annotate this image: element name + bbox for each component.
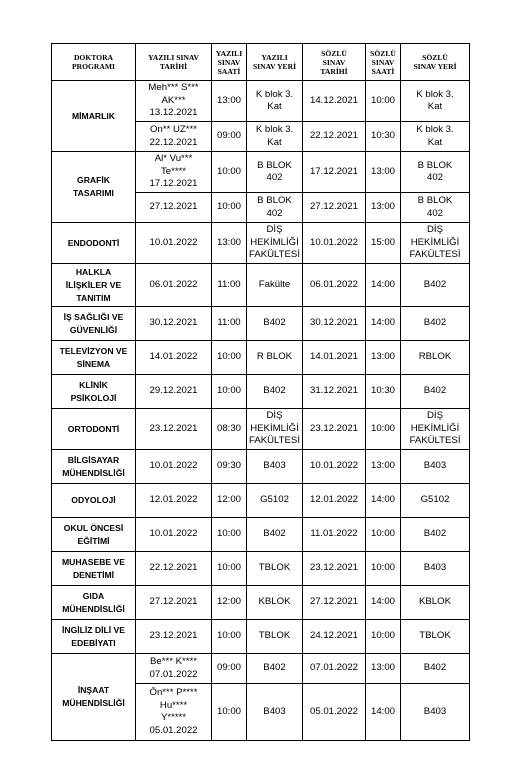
table-row	[52, 450, 470, 484]
oral-place-line: B402	[423, 528, 447, 540]
written-date	[136, 264, 212, 307]
written-place-line: G5102	[260, 494, 289, 506]
written-place	[247, 341, 303, 375]
written-date	[136, 552, 212, 586]
oral-place	[401, 81, 470, 122]
program-name-line: GIDA	[82, 590, 105, 601]
written-date-line: 07.01.2022	[149, 668, 198, 680]
oral-time: 15:00	[366, 223, 401, 264]
written-place-line: B BLOK	[257, 195, 292, 206]
oral-place-line: HEKİMLİĞİ	[410, 422, 460, 434]
header-row	[52, 44, 470, 81]
written-date-line: 13.12.2021	[149, 107, 198, 119]
written-place	[247, 518, 303, 552]
written-date-line: Ön*** P****	[149, 687, 198, 698]
written-place	[247, 586, 303, 620]
oral-date: 14.12.2021	[303, 81, 366, 122]
program-name-line: İNGİLİZ DİLİ VE	[61, 624, 126, 635]
program-name-line: MİMARLIK	[72, 110, 115, 121]
written-date	[136, 450, 212, 484]
oral-place	[401, 409, 470, 450]
oral-place-line: TBLOK	[419, 630, 451, 642]
oral-date: 23.12.2021	[303, 552, 366, 586]
oral-date: 10.01.2022	[303, 223, 366, 264]
written-date-line: 23.12.2021	[149, 630, 198, 642]
program-name-line: KLİNİK	[79, 379, 108, 390]
written-place	[247, 684, 303, 741]
program-name-line: OKUL ÖNCESİ	[63, 522, 124, 533]
oral-date: 23.12.2021	[303, 409, 366, 450]
oral-time: 10:00	[366, 518, 401, 552]
header-oral-date: SÖZLÜ SINAV TARİHİ	[303, 44, 366, 81]
written-place	[247, 264, 303, 307]
table-row	[52, 518, 470, 552]
exam-schedule-table	[51, 43, 470, 741]
oral-date: 12.01.2022	[303, 484, 366, 518]
program-name-line: İŞ SAĞLIĞI VE	[63, 311, 124, 322]
written-place-line: B402	[263, 662, 286, 674]
oral-place-line: K blok 3.	[416, 88, 454, 100]
written-time: 12:00	[212, 484, 247, 518]
written-place-line: B402	[263, 317, 286, 329]
written-place-line: HEKİMLİĞİ	[250, 236, 299, 248]
table-row	[52, 620, 470, 654]
oral-date: 30.12.2021	[303, 307, 366, 341]
written-place-line: HEKİMLİĞİ	[250, 422, 299, 434]
written-place-line: B403	[263, 705, 286, 717]
written-time: 10:00	[212, 152, 247, 193]
table-row	[52, 264, 470, 307]
program-name-line: MUHASEBE VE	[61, 556, 126, 567]
written-place-line: K blok 3.	[255, 124, 294, 135]
oral-time: 10:00	[366, 620, 401, 654]
written-time: 08:30	[212, 409, 247, 450]
written-time: 13:00	[212, 81, 247, 122]
oral-date: 11.01.2022	[303, 518, 366, 552]
written-date-line: 14.01.2022	[149, 351, 198, 363]
written-date	[136, 81, 212, 122]
program-name	[52, 307, 136, 341]
oral-date: 24.12.2021	[303, 620, 366, 654]
written-place	[247, 223, 303, 264]
table-row	[52, 484, 470, 518]
table-row	[52, 152, 470, 193]
program-name-line: GRAFİK	[77, 175, 110, 185]
table-row	[52, 81, 470, 122]
written-date	[136, 654, 212, 684]
program-name-line: ODYOLOJİ	[71, 495, 116, 505]
written-date-line: 27.12.2021	[149, 201, 198, 213]
oral-date: 06.01.2022	[303, 264, 366, 307]
program-name-line: HALKLA	[75, 266, 112, 277]
written-date-line: 30.12.2021	[149, 317, 198, 329]
oral-place	[401, 122, 470, 152]
written-place	[247, 81, 303, 122]
written-place-line: TBLOK	[258, 562, 291, 574]
program-name-line: DENETİMİ	[72, 569, 115, 580]
written-place-line: Fakülte	[258, 278, 291, 290]
oral-place	[401, 152, 470, 193]
oral-place	[401, 223, 470, 264]
oral-time: 10:00	[366, 409, 401, 450]
program-name-line: PSİKOLOJİ	[70, 392, 117, 403]
written-date-line: On** UZ***	[150, 124, 197, 135]
written-date-line: Al* Vu***	[154, 153, 193, 165]
written-date-line: 17.12.2021	[149, 178, 198, 190]
written-place-line: KBLOK	[258, 596, 291, 608]
oral-place-line: B403	[423, 562, 447, 574]
written-date-line: 05.01.2022	[149, 724, 198, 736]
table-row	[52, 409, 470, 450]
written-date-line: 23.12.2021	[149, 422, 198, 434]
oral-place	[401, 264, 470, 307]
written-time: 10:00	[212, 620, 247, 654]
written-place	[247, 193, 303, 223]
program-name-line: MÜHENDİSLİĞİ	[62, 603, 125, 614]
written-date-line: Y*****	[160, 712, 187, 723]
oral-time: 10:00	[366, 81, 401, 122]
oral-place-line: B402	[423, 317, 447, 329]
written-time: 11:00	[212, 307, 247, 341]
program-name	[52, 654, 136, 741]
program-name-line: MÜHENDİSLİĞİ	[62, 467, 125, 478]
written-date	[136, 152, 212, 193]
written-date	[136, 307, 212, 341]
written-date-line: AK***	[161, 94, 186, 106]
written-place-line: 402	[266, 172, 283, 183]
program-name-line: BİLGİSAYAR	[67, 454, 120, 465]
written-time: 10:00	[212, 341, 247, 375]
written-date	[136, 484, 212, 518]
oral-time: 14:00	[366, 684, 401, 741]
header-written-date: YAZILI SINAV TARİHİ	[136, 44, 212, 81]
written-date-line: 29.12.2021	[149, 385, 198, 397]
oral-place-line: B403	[423, 705, 447, 717]
program-name-line: İLİŞKİLER VE	[65, 279, 122, 290]
written-place	[247, 375, 303, 409]
written-time: 10:00	[212, 193, 247, 223]
oral-time: 10:00	[366, 552, 401, 586]
written-place-line: TBLOK	[258, 630, 291, 642]
written-date-line: 22.12.2021	[149, 562, 198, 574]
table-row	[52, 375, 470, 409]
oral-time: 13:00	[366, 654, 401, 684]
written-date	[136, 375, 212, 409]
oral-place	[401, 620, 470, 654]
oral-place-line: KBLOK	[419, 596, 451, 608]
written-date	[136, 586, 212, 620]
oral-time: 10:30	[366, 122, 401, 152]
program-name-line: ENDODONTİ	[67, 237, 120, 248]
oral-time: 14:00	[366, 264, 401, 307]
written-place-line: FAKÜLTESİ	[248, 435, 300, 447]
oral-place	[401, 586, 470, 620]
oral-place-line: K blok 3.	[416, 124, 454, 135]
program-name	[52, 375, 136, 409]
oral-place-line: FAKÜLTESİ	[409, 249, 461, 261]
written-date-line: 10.01.2022	[149, 236, 198, 248]
written-time: 10:00	[212, 684, 247, 741]
oral-date: 31.12.2021	[303, 375, 366, 409]
written-place-line: B BLOK	[257, 159, 292, 171]
oral-place-line: B403	[423, 460, 447, 472]
written-place	[247, 552, 303, 586]
program-name-line: İNŞAAT	[77, 685, 110, 695]
written-place	[247, 654, 303, 684]
written-date	[136, 409, 212, 450]
oral-place-line: B402	[423, 662, 447, 674]
program-name-line: TANITIM	[76, 292, 111, 303]
oral-date: 07.01.2022	[303, 654, 366, 684]
written-date	[136, 122, 212, 152]
written-date	[136, 193, 212, 223]
written-date-line: 22.12.2021	[149, 136, 198, 148]
oral-place-line: Kat	[427, 101, 443, 112]
written-time: 09:00	[212, 122, 247, 152]
written-place-line: K blok 3.	[255, 88, 294, 100]
written-place-line: B403	[263, 460, 286, 472]
written-place-line: FAKÜLTESİ	[248, 249, 300, 261]
schedule-body	[52, 81, 470, 741]
written-date	[136, 341, 212, 375]
program-name-line: EDEBİYATI	[71, 637, 116, 648]
oral-place-line: FAKÜLTESİ	[409, 435, 461, 447]
program-name-line: ORTODONTİ	[67, 423, 120, 434]
table-row	[52, 307, 470, 341]
written-place-line: R BLOK	[256, 351, 293, 363]
written-time: 09:00	[212, 654, 247, 684]
oral-date: 17.12.2021	[303, 152, 366, 193]
table-row	[52, 586, 470, 620]
program-name	[52, 450, 136, 484]
oral-place-line: B BLOK	[417, 159, 453, 171]
written-time: 11:00	[212, 264, 247, 307]
oral-place-line: B402	[423, 385, 447, 397]
header-oral-place: SÖZLÜ SINAV YERİ	[401, 44, 470, 81]
oral-place	[401, 684, 470, 741]
written-place-line: B402	[263, 385, 286, 397]
written-place	[247, 450, 303, 484]
oral-time: 13:00	[366, 193, 401, 223]
oral-time: 14:00	[366, 307, 401, 341]
oral-time: 13:00	[366, 152, 401, 193]
header-written-place: YAZILI SINAV YERİ	[247, 44, 303, 81]
oral-place-line: 402	[426, 172, 443, 183]
written-date-line: 10.01.2022	[149, 528, 198, 540]
oral-place-line: DİŞ	[427, 410, 443, 422]
oral-place-line: G5102	[420, 494, 450, 506]
oral-date: 10.01.2022	[303, 450, 366, 484]
written-time: 09:30	[212, 450, 247, 484]
program-name	[52, 152, 136, 223]
written-place	[247, 152, 303, 193]
written-place-line: DİŞ	[266, 224, 283, 236]
written-place	[247, 484, 303, 518]
oral-time: 14:00	[366, 484, 401, 518]
oral-date: 14.01.2021	[303, 341, 366, 375]
program-name	[52, 620, 136, 654]
oral-place	[401, 484, 470, 518]
program-name-line: MÜHENDİSLİĞİ	[62, 698, 125, 708]
written-date-line: Hu****	[159, 699, 188, 711]
table-row	[52, 223, 470, 264]
oral-place	[401, 654, 470, 684]
oral-time: 13:00	[366, 341, 401, 375]
program-name-line: TELEVİZYON VE	[59, 345, 128, 356]
table-row	[52, 341, 470, 375]
written-time: 10:00	[212, 375, 247, 409]
program-name-line: GÜVENLİĞİ	[69, 324, 118, 335]
written-date-line: Meh*** S***	[148, 82, 199, 94]
written-date-line: 06.01.2022	[149, 278, 198, 290]
oral-place-line: 402	[426, 207, 443, 219]
oral-date: 27.12.2021	[303, 586, 366, 620]
program-name	[52, 223, 136, 264]
written-date-line: Te****	[160, 165, 187, 177]
oral-place-line: B BLOK	[417, 195, 453, 206]
written-place	[247, 620, 303, 654]
program-name	[52, 484, 136, 518]
table-row	[52, 552, 470, 586]
oral-date: 22.12.2021	[303, 122, 366, 152]
written-time: 10:00	[212, 552, 247, 586]
header-program: DOKTORA PROGRAMI	[52, 44, 136, 81]
written-date	[136, 684, 212, 741]
program-name	[52, 552, 136, 586]
written-date-line: 27.12.2021	[149, 596, 198, 608]
program-name	[52, 264, 136, 307]
oral-place	[401, 341, 470, 375]
oral-place-line: HEKİMLİĞİ	[410, 236, 460, 248]
header-written-time: YAZILI SINAV SAATİ	[212, 44, 247, 81]
written-place	[247, 307, 303, 341]
table-row	[52, 654, 470, 684]
written-date	[136, 620, 212, 654]
written-place-line: Kat	[267, 136, 282, 148]
program-name	[52, 518, 136, 552]
oral-place	[401, 552, 470, 586]
written-place-line: Kat	[267, 101, 282, 112]
oral-place-line: Kat	[427, 136, 443, 148]
program-name-line: EĞİTİMİ	[77, 535, 110, 546]
written-date	[136, 518, 212, 552]
written-date-line: 12.01.2022	[149, 494, 198, 506]
written-place-line: B402	[263, 528, 286, 540]
oral-date: 27.12.2021	[303, 193, 366, 223]
written-time: 12:00	[212, 586, 247, 620]
header-oral-time: SÖZLÜ SINAV SAATİ	[366, 44, 401, 81]
written-place	[247, 409, 303, 450]
written-place-line: 402	[266, 207, 283, 219]
oral-place	[401, 375, 470, 409]
oral-place-line: RBLOK	[418, 351, 452, 363]
oral-time: 13:00	[366, 450, 401, 484]
written-place-line: DİŞ	[266, 410, 283, 422]
oral-time: 10:30	[366, 375, 401, 409]
oral-time: 14:00	[366, 586, 401, 620]
oral-place-line: B402	[423, 278, 447, 290]
program-name-line: TASARIMI	[73, 188, 114, 198]
oral-place-line: DİŞ	[427, 224, 443, 236]
oral-place	[401, 193, 470, 223]
oral-date: 05.01.2022	[303, 684, 366, 741]
written-date	[136, 223, 212, 264]
written-time: 13:00	[212, 223, 247, 264]
program-name	[52, 409, 136, 450]
program-name-line: SİNEMA	[76, 358, 111, 369]
written-date-line: 10.01.2022	[149, 460, 198, 472]
oral-place	[401, 518, 470, 552]
program-name	[52, 586, 136, 620]
program-name	[52, 341, 136, 375]
written-date-line: Be*** K****	[150, 656, 197, 667]
written-time: 10:00	[212, 518, 247, 552]
oral-place	[401, 450, 470, 484]
program-name	[52, 81, 136, 152]
written-place	[247, 122, 303, 152]
oral-place	[401, 307, 470, 341]
